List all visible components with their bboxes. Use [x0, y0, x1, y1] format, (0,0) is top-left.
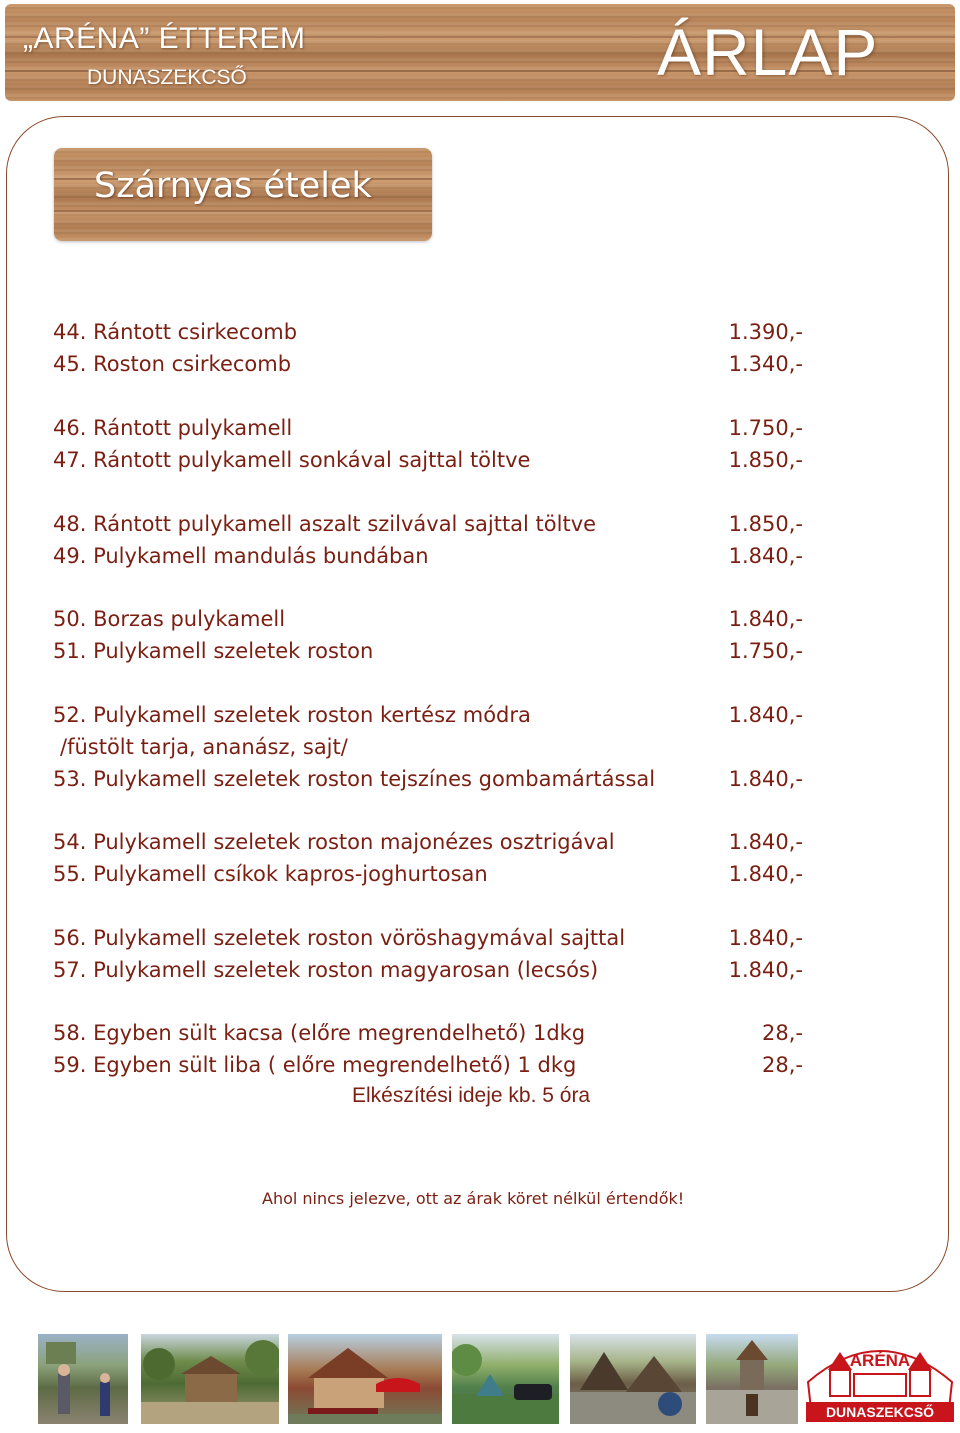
- menu-item: [53, 320, 813, 348]
- item-name: 58. Egyben sült kacsa (előre megrendelhető) 1dkg: [53, 1021, 586, 1045]
- photo-wooden-huts: [570, 1334, 696, 1424]
- item-price: 1.840,-: [728, 830, 803, 854]
- menu-item: [53, 862, 813, 890]
- item-price: 1.850,-: [728, 512, 803, 536]
- menu-item: [53, 1021, 813, 1049]
- item-name: 51. Pulykamell szeletek roston: [53, 639, 374, 663]
- photo-strip: [38, 1334, 960, 1424]
- category-title: Szárnyas ételek: [94, 166, 372, 206]
- photo-restaurant-building: [288, 1334, 442, 1424]
- item-name: 48. Rántott pulykamell aszalt szilvával sajttal töltve: [53, 512, 597, 536]
- photo-camping: [452, 1334, 559, 1424]
- menu-item: [53, 544, 813, 572]
- item-description: /füstölt tarja, ananász, sajt/: [60, 735, 348, 759]
- photo-cabins: [141, 1334, 279, 1424]
- photo-scene: [570, 1334, 696, 1424]
- item-price: 28,-: [762, 1021, 803, 1045]
- item-price: 1.750,-: [728, 639, 803, 663]
- item-name: 52. Pulykamell szeletek roston kertész módra: [53, 703, 531, 727]
- menu-item: [53, 926, 813, 954]
- menu-item: [53, 416, 813, 444]
- photo-scene: [141, 1334, 279, 1424]
- header-banner: [5, 4, 955, 101]
- item-price: 1.340,-: [728, 352, 803, 376]
- photo-scene: [288, 1334, 442, 1424]
- item-price: 1.390,-: [728, 320, 803, 344]
- menu-item: [53, 830, 813, 858]
- item-price: 1.840,-: [728, 703, 803, 727]
- item-name: 44. Rántott csirkecomb: [53, 320, 298, 344]
- item-price: 1.840,-: [728, 544, 803, 568]
- menu-item: [53, 767, 813, 795]
- menu-item: [53, 958, 813, 986]
- item-name: 47. Rántott pulykamell sonkával sajttal töltve: [53, 448, 531, 472]
- item-name: 59. Egyben sült liba ( előre megrendelhető) 1 dkg: [53, 1053, 577, 1077]
- preparation-time-note: Elkészítési ideje kb. 5 óra: [352, 1084, 591, 1107]
- logo-text-top: ARÉNA: [849, 1351, 911, 1370]
- item-price: 1.840,-: [728, 958, 803, 982]
- item-price: 1.750,-: [728, 416, 803, 440]
- photo-visitors: [38, 1334, 128, 1424]
- menu-item: [53, 512, 813, 540]
- category-banner: [54, 148, 432, 241]
- item-price: 1.840,-: [728, 607, 803, 631]
- logo-text-bottom: DUNASZEKCSŐ: [825, 1404, 935, 1420]
- menu-item: [53, 703, 813, 731]
- arena-logo: [800, 1330, 960, 1426]
- item-price: 1.840,-: [728, 862, 803, 886]
- photo-scene: [706, 1334, 798, 1424]
- menu-item: [53, 607, 813, 635]
- item-name: 57. Pulykamell szeletek roston magyarosan (lecsós): [53, 958, 599, 982]
- restaurant-town: DUNASZEKCSŐ: [87, 66, 247, 89]
- item-price: 1.840,-: [728, 926, 803, 950]
- restaurant-name: „ARÉNA” ÉTTEREM: [23, 22, 306, 55]
- menu-item: [53, 639, 813, 667]
- page-title: ÁRLAP: [657, 15, 879, 89]
- item-name: 49. Pulykamell mandulás bundában: [53, 544, 429, 568]
- item-name: 50. Borzas pulykamell: [53, 607, 286, 631]
- plank-divider: [54, 210, 432, 212]
- item-name: 46. Rántott pulykamell: [53, 416, 293, 440]
- menu-item: [53, 1053, 813, 1081]
- price-footnote: Ahol nincs jelezve, ott az árak köret nélkül értendők!: [262, 1189, 685, 1208]
- menu-item: [53, 352, 813, 380]
- item-price: 1.850,-: [728, 448, 803, 472]
- item-price: 1.840,-: [728, 767, 803, 791]
- item-price: 28,-: [762, 1053, 803, 1077]
- item-name: 56. Pulykamell szeletek roston vöröshagymával sajttal: [53, 926, 626, 950]
- menu-item: [53, 448, 813, 476]
- item-name: 54. Pulykamell szeletek roston majonézes osztrigával: [53, 830, 615, 854]
- item-name: 55. Pulykamell csíkok kapros-joghurtosan: [53, 862, 488, 886]
- menu-item-description: [60, 735, 820, 763]
- photo-scene: [452, 1334, 559, 1424]
- item-name: 53. Pulykamell szeletek roston tejszínes gombamártással: [53, 767, 656, 791]
- photo-castle-gate: [706, 1334, 798, 1424]
- photo-scene: [38, 1334, 128, 1424]
- item-name: 45. Roston csirkecomb: [53, 352, 292, 376]
